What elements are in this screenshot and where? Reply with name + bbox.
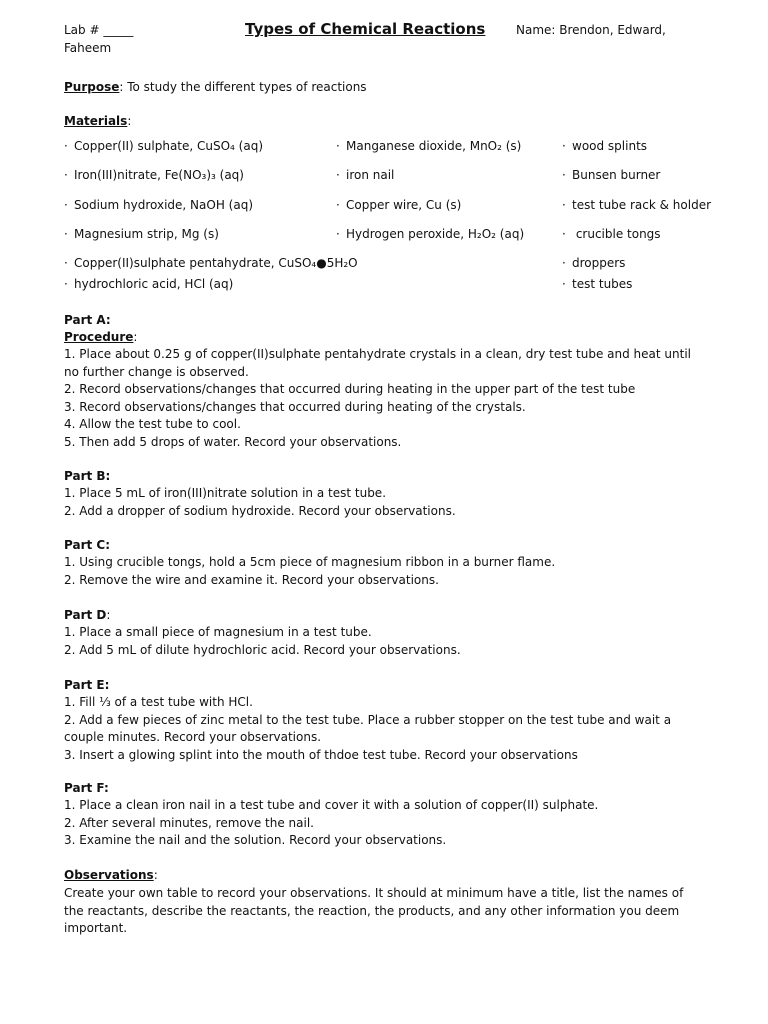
procedure-heading [64,330,137,344]
material-item [562,277,632,291]
lab-number: Lab # _____ [64,23,134,37]
material-label: droppers [572,256,626,270]
material-label: Iron(III)nitrate, Fe(NO₃)₃ (aq) [74,168,244,182]
part-b-heading: Part B: [64,469,111,483]
procedure-step: 2. Add a few pieces of zinc metal to the test tube. Place a rubber stopper on the test tube and wait a couple minutes. Record your observations. [64,712,672,744]
procedure-step: 2. Remove the wire and examine it. Record your observations. [64,572,439,587]
bullet-icon: · [336,168,340,182]
student-names: Name: Brendon, Edward, [516,23,666,37]
bullet-icon: · [562,277,566,291]
bullet-icon: · [64,198,68,212]
procedure-step: 2. Add a dropper of sodium hydroxide. Record your observations. [64,503,456,518]
observations-text: Create your own table to record your observations. It should at minimum have a title, list the names of the reactants, describe the reactants, the reaction, the products, and any other information you deem important. [64,886,684,935]
material-item [562,227,661,241]
part-b-steps [64,485,694,520]
procedure-step: 1. Place a small piece of magnesium in a test tube. [64,625,372,639]
material-item [336,139,521,153]
material-item [562,256,625,270]
procedure-step: 1. Place about 0.25 g of copper(II)sulphate pentahydrate crystals in a clean, dry test tube and heat until no further change is observed. [64,347,691,379]
material-label: Copper(II) sulphate, CuSO₄ (aq) [74,139,264,153]
procedure-step: 2. Add 5 mL of dilute hydrochloric acid. Record your observations. [64,642,461,657]
material-item [562,168,660,182]
procedure-step: 5. Then add 5 drops of water. Record your observations. [64,434,402,449]
part-d-heading [64,608,110,622]
material-item [64,256,358,270]
material-label: Copper(II)sulphate pentahydrate, CuSO₄●5H₂O [74,256,358,270]
material-item [64,227,219,241]
procedure-label: Procedure [64,330,134,344]
procedure-step: 3. Record observations/changes that occurred during heating of the crystals. [64,399,526,414]
material-label: Copper wire, Cu (s) [346,198,462,212]
part-c-steps [64,554,694,589]
bullet-icon: · [562,139,566,153]
procedure-step: 2. After several minutes, remove the nail. [64,815,314,830]
part-a-heading: Part A: [64,313,111,327]
material-item [64,139,263,153]
material-label: test tubes [572,277,633,291]
material-label: Manganese dioxide, MnO₂ (s) [346,139,522,153]
bullet-icon: · [562,227,566,241]
purpose-line [64,80,367,94]
materials-heading [64,114,131,128]
procedure-step: 1. Using crucible tongs, hold a 5cm piece of magnesium ribbon in a burner flame. [64,555,556,569]
material-label: crucible tongs [572,227,661,241]
part-d-steps [64,624,694,659]
bullet-icon: · [562,168,566,182]
material-item [336,227,524,241]
material-label: Magnesium strip, Mg (s) [74,227,219,241]
part-f-heading: Part F: [64,781,109,795]
bullet-icon: · [562,198,566,212]
material-item [562,198,711,212]
part-f-steps [64,797,694,850]
material-label: Sodium hydroxide, NaOH (aq) [74,198,253,212]
procedure-step: 3. Examine the nail and the solution. Record your observations. [64,833,447,847]
material-item [562,139,647,153]
part-d-colon: : [106,608,111,622]
material-label: wood splints [572,139,648,153]
materials-colon: : [127,114,132,128]
procedure-step: 3. Insert a glowing splint into the mouth of thdoe test tube. Record your observations [64,747,578,762]
bullet-icon: · [64,277,68,291]
bullet-icon: · [64,227,68,241]
observations-heading [64,868,158,882]
material-label: Hydrogen peroxide, H₂O₂ (aq) [346,227,525,241]
material-label: test tube rack & holder [572,198,712,212]
part-e-heading: Part E: [64,678,110,692]
procedure-step: 1. Place a clean iron nail in a test tube and cover it with a solution of copper(II) sulphate. [64,798,599,812]
purpose-label: Purpose [64,80,120,94]
bullet-icon: · [336,227,340,241]
part-e-steps [64,694,694,764]
material-item [64,168,244,182]
procedure-step: 4. Allow the test tube to cool. [64,417,241,431]
student-names-continued: Faheem [64,41,112,55]
materials-label: Materials [64,114,128,128]
material-item [64,198,253,212]
material-item [336,198,461,212]
bullet-icon: · [64,139,68,153]
material-item [336,168,394,182]
observations-label: Observations [64,868,154,882]
material-label: Bunsen burner [572,168,661,182]
procedure-step: 2. Record observations/changes that occurred during heating in the upper part of the test tube [64,382,636,396]
document-title: Types of Chemical Reactions [245,20,486,38]
bullet-icon: · [64,256,68,270]
part-a-steps [64,346,694,451]
procedure-colon: : [133,330,138,344]
bullet-icon: · [64,168,68,182]
bullet-icon: · [336,139,340,153]
bullet-icon: · [562,256,566,270]
procedure-step: 1. Fill ⅓ of a test tube with HCl. [64,695,253,709]
material-label: iron nail [346,168,395,182]
part-d-label: Part D [64,608,107,622]
purpose-text: : To study the different types of reactions [119,80,367,94]
procedure-step: 1. Place 5 mL of iron(III)nitrate solution in a test tube. [64,486,387,500]
part-c-heading: Part C: [64,538,111,552]
observations-colon: : [153,868,158,882]
material-item [64,277,233,291]
bullet-icon: · [336,198,340,212]
material-label: hydrochloric acid, HCl (aq) [74,277,234,291]
